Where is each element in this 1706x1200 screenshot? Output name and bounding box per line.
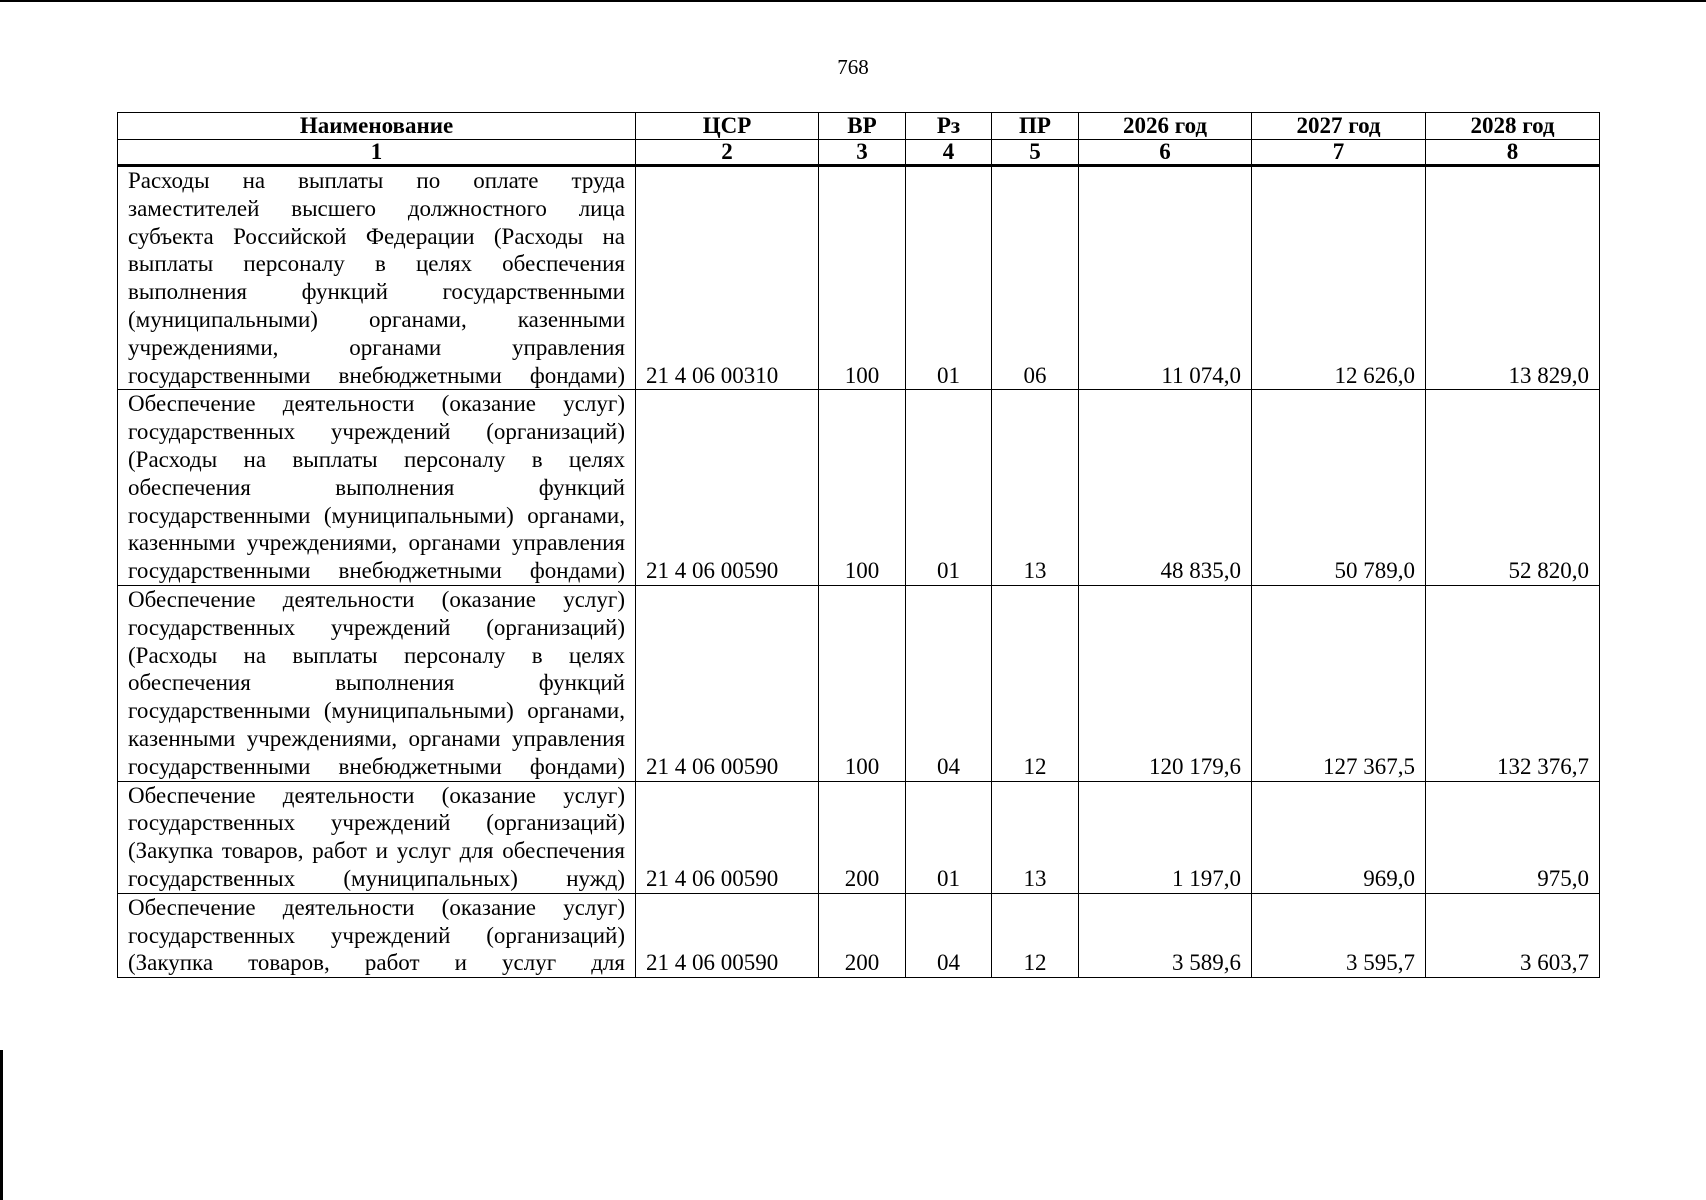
table-row <box>118 893 1600 977</box>
column-number: 3 <box>819 140 906 166</box>
header-pr: ПР <box>992 113 1079 140</box>
row-vr: 100 <box>819 585 906 781</box>
row-amount-2026: 11 074,0 <box>1079 166 1252 390</box>
column-number: 7 <box>1252 140 1426 166</box>
row-rz: 04 <box>906 893 992 977</box>
row-csr: 21 4 06 00590 <box>636 585 819 781</box>
row-amount-2028: 52 820,0 <box>1426 390 1600 586</box>
row-amount-2026: 1 197,0 <box>1079 781 1252 893</box>
header-2026: 2026 год <box>1079 113 1252 140</box>
column-number: 5 <box>992 140 1079 166</box>
row-amount-2027: 12 626,0 <box>1252 166 1426 390</box>
row-vr: 100 <box>819 166 906 390</box>
row-vr: 200 <box>819 893 906 977</box>
row-csr: 21 4 06 00590 <box>636 893 819 977</box>
row-amount-2027: 3 595,7 <box>1252 893 1426 977</box>
header-vr: ВР <box>819 113 906 140</box>
row-amount-2027: 50 789,0 <box>1252 390 1426 586</box>
row-csr: 21 4 06 00590 <box>636 781 819 893</box>
header-csr: ЦСР <box>636 113 819 140</box>
table-row <box>118 166 1600 390</box>
table-body <box>118 166 1600 978</box>
row-pr: 06 <box>992 166 1079 390</box>
column-number: 6 <box>1079 140 1252 166</box>
row-name: Обеспечение деятельности (оказание услуг) государственных учреждений (организаций) (Расходы на выплаты персоналу в целях обеспечения выполнения функций государственными (муниципальными) органами, казенными учреждениями, органами управления государственными внебюджетными фондами) <box>118 585 636 781</box>
table-row <box>118 781 1600 893</box>
row-amount-2026: 48 835,0 <box>1079 390 1252 586</box>
row-name: Обеспечение деятельности (оказание услуг) государственных учреждений (организаций) (Закупка товаров, работ и услуг для обеспечения государственных (муниципальных) нужд) <box>118 781 636 893</box>
row-vr: 100 <box>819 390 906 586</box>
row-amount-2028: 975,0 <box>1426 781 1600 893</box>
row-vr: 200 <box>819 781 906 893</box>
row-name: Обеспечение деятельности (оказание услуг) государственных учреждений (организаций) (Расходы на выплаты персоналу в целях обеспечения выполнения функций государственными (муниципальными) органами, казенными учреждениями, органами управления государственными внебюджетными фондами) <box>118 390 636 586</box>
budget-table <box>117 112 1600 978</box>
table-header <box>118 113 1600 166</box>
row-amount-2027: 969,0 <box>1252 781 1426 893</box>
column-number: 2 <box>636 140 819 166</box>
row-pr: 12 <box>992 893 1079 977</box>
header-rz: Рз <box>906 113 992 140</box>
header-2027: 2027 год <box>1252 113 1426 140</box>
row-pr: 13 <box>992 781 1079 893</box>
header-name: Наименование <box>118 113 636 140</box>
row-csr: 21 4 06 00590 <box>636 390 819 586</box>
row-pr: 12 <box>992 585 1079 781</box>
row-amount-2027: 127 367,5 <box>1252 585 1426 781</box>
row-name: Расходы на выплаты по оплате труда заместителей высшего должностного лица субъекта Российской Федерации (Расходы на выплаты персоналу в целях обеспечения выполнения функций государственными (муниципальными) органами, казенными учреждениями, органами управления государственными внебюджетными фондами) <box>118 166 636 390</box>
row-amount-2028: 13 829,0 <box>1426 166 1600 390</box>
row-amount-2026: 3 589,6 <box>1079 893 1252 977</box>
row-amount-2028: 3 603,7 <box>1426 893 1600 977</box>
header-row <box>118 113 1600 140</box>
row-pr: 13 <box>992 390 1079 586</box>
row-amount-2026: 120 179,6 <box>1079 585 1252 781</box>
top-border-rule <box>0 0 1706 2</box>
column-number: 8 <box>1426 140 1600 166</box>
scan-edge-mark <box>0 1050 3 1200</box>
row-rz: 01 <box>906 781 992 893</box>
row-rz: 01 <box>906 390 992 586</box>
column-number: 1 <box>118 140 636 166</box>
row-name: Обеспечение деятельности (оказание услуг) государственных учреждений (организаций) (Закупка товаров, работ и услуг для <box>118 893 636 977</box>
table-row <box>118 585 1600 781</box>
row-amount-2028: 132 376,7 <box>1426 585 1600 781</box>
column-number-row <box>118 140 1600 166</box>
row-rz: 04 <box>906 585 992 781</box>
page-number: 768 <box>837 55 869 79</box>
row-rz: 01 <box>906 166 992 390</box>
header-2028: 2028 год <box>1426 113 1600 140</box>
row-csr: 21 4 06 00310 <box>636 166 819 390</box>
column-number: 4 <box>906 140 992 166</box>
table-row <box>118 390 1600 586</box>
